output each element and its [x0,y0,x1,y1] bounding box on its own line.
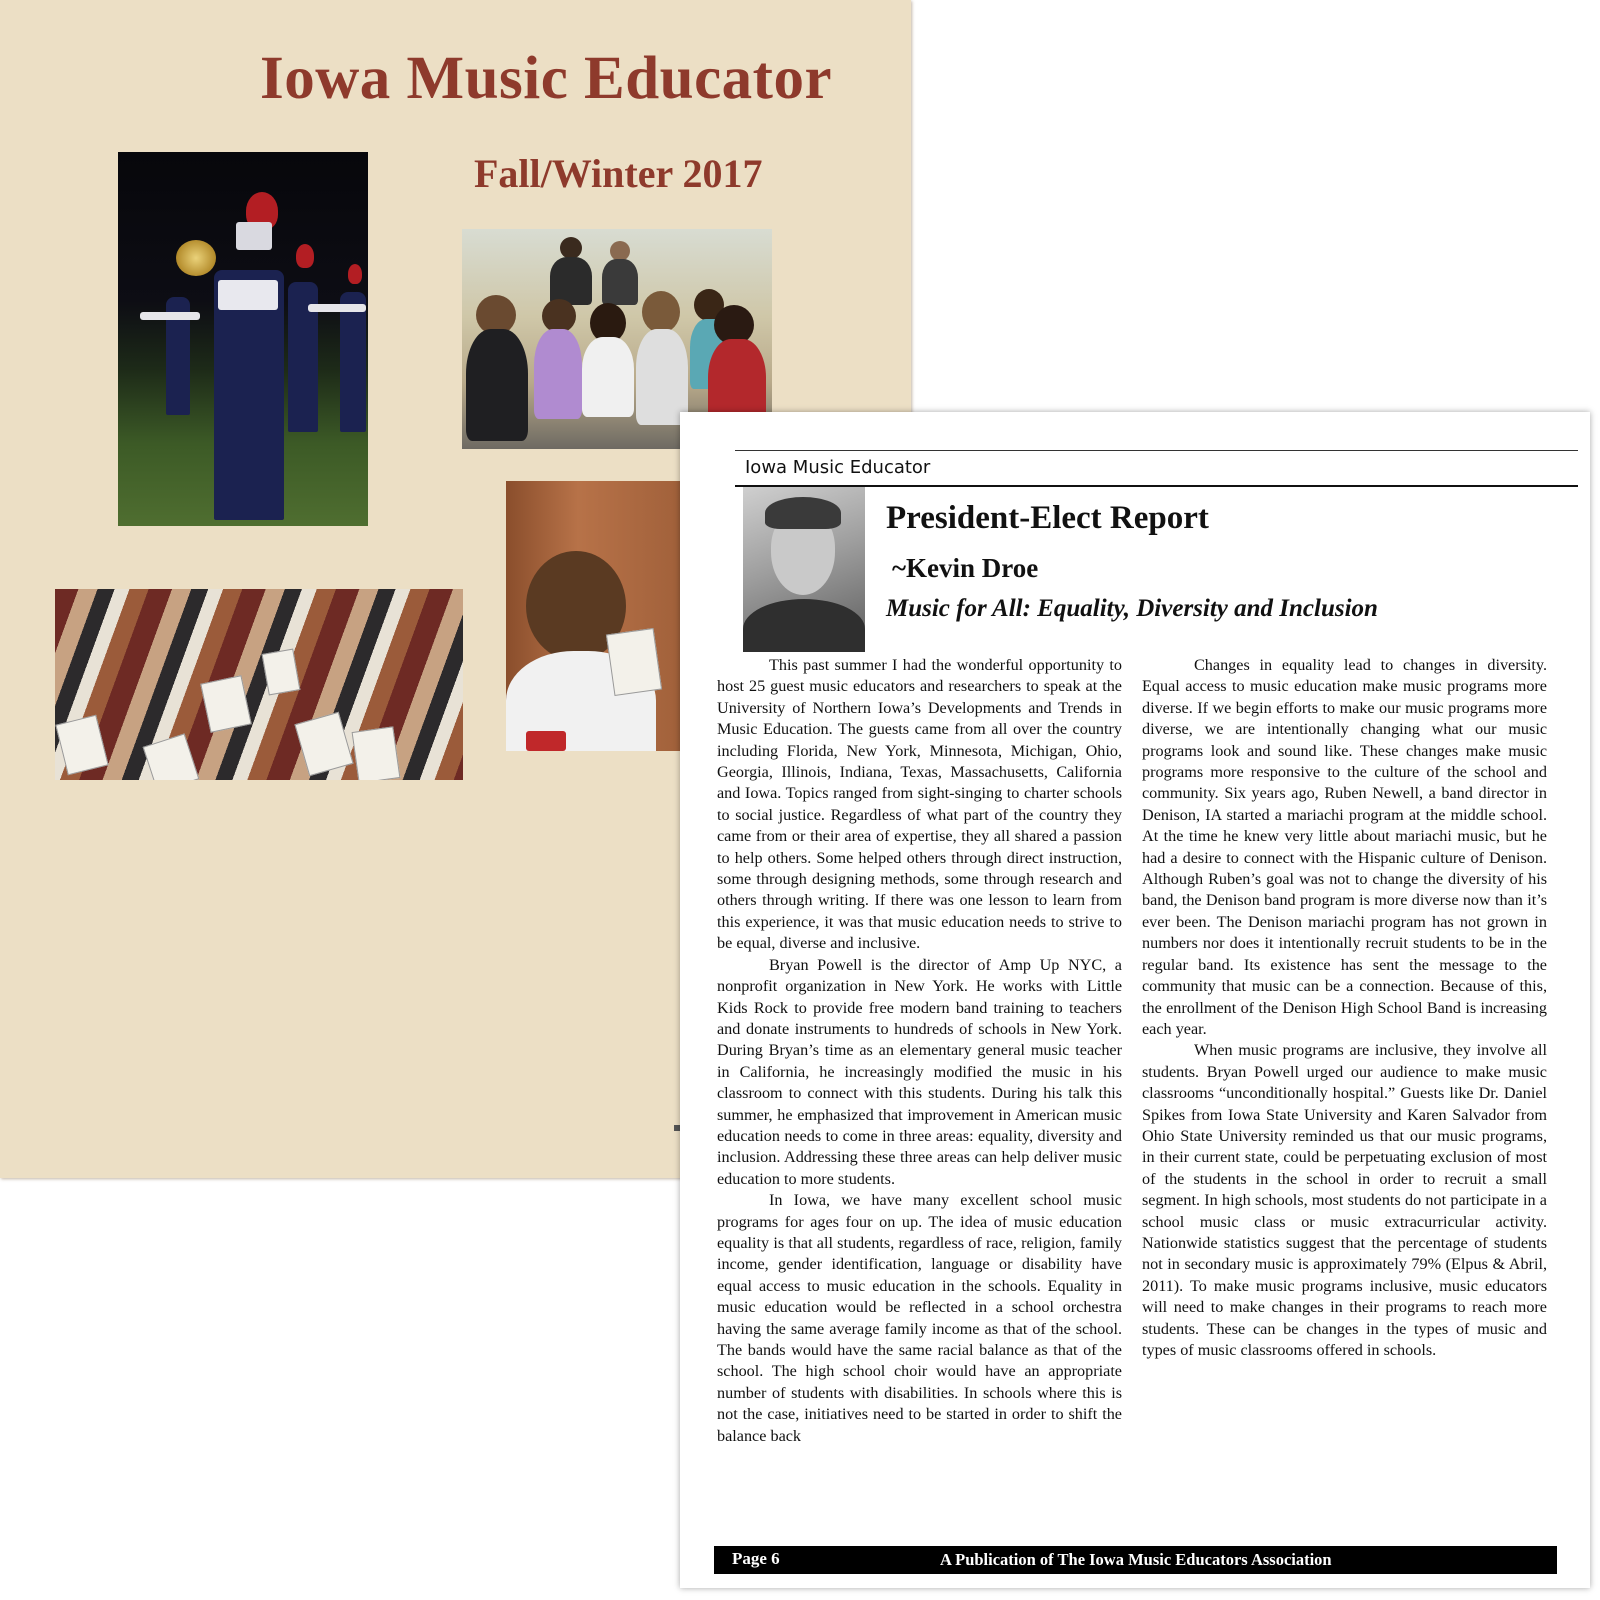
article-column-right [1142,655,1547,1361]
article-column-left [717,655,1122,1447]
page-footer [714,1546,1557,1574]
article-paragraph: This past summer I had the wonderful opportunity to host 25 guest music educators and researchers to speak at the University of Northern Iowa’s Developments and Trends in Music Education. The guests came from all over the country including Florida, New York, Minnesota, Michigan, Ohio, Georgia, Illinois, Indiana, Texas, Massachusetts, California and Iowa. Topics ranged from sight-singing to charter schools to social justice. Regardless of what part of the country they came from or their area of expertise, they all shared a passion to help others. Some helped others through direct instruction, some through designing methods, some through research and others through writing. If there was one lesson to learn from this experience, it was that music education needs to strive to be equal, diverse and inclusive. [717,656,1122,953]
running-head: Iowa Music Educator [745,457,931,478]
publication-credit: A Publication of The Iowa Music Educators Association [940,1550,1332,1569]
article-paragraph: Changes in equality lead to changes in diversity. Equal access to music education make music programs more diverse. If we begin efforts to make our music programs more diverse, we are intentionally changing what our music programs look and sound like. These changes make music programs more responsive to the culture of the school and community. Six years ago, Ruben Newell, a band director in Denison, IA started a mariachi program at the middle school. At the time he knew very little about mariachi music, but he had a desire to connect with the Hispanic culture of Denison. Although Ruben’s goal was not to change the diversity of his band, the Denison band program is more diverse now than it’s ever been. The Denison mariachi program has not grown in numbers nor does it intentionally recruit students to be in the regular band. Its existence has sent the message to the community that music can be a connection. Because of this, the enrollment of the Denison High School Band is increasing each year. [1142,656,1547,1038]
article-author: ~Kevin Droe [892,553,1039,583]
marching-band-photo [118,152,368,526]
article-title: President-Elect Report [886,500,1209,536]
page-number: Page 6 [732,1549,780,1568]
author-portrait [743,487,865,652]
header-rule [735,450,1578,451]
article-paragraph: In Iowa, we have many excellent school music programs for ages four on up. The idea of music education equality is that all students, regardless of race, religion, family income, gender identification, language or disability have equal access to music education in the schools. Equality in music education would be reflected in a school orchestra having the same average family income as that of the school. The bands would have the same racial balance as that of the school. The high school choir would have an appropriate number of students with disabilities. In schools where this is not the case, initiatives need to be started in order to shift the balance back [717,1191,1122,1445]
article-subtitle: Music for All: Equality, Diversity and Inclusion [886,595,1378,622]
choir-photo [506,481,686,751]
cover-issue-date: Fall/Winter 2017 [474,151,763,196]
article-page [680,412,1590,1588]
article-paragraph: Bryan Powell is the director of Amp Up NYC, a nonprofit organization in New York. He works with Little Kids Rock to provide free modern band training to teachers and donate instruments to hundreds of schools in New York. During Bryan’s time as an elementary general music teacher in California, he increasingly modified the music in his classroom to connect with this students. During his talk this summer, he emphasized that improvement in American music education needs to come in three areas: equality, diversity and inclusion. Addressing these three areas can help deliver music education to more students. [717,955,1122,1188]
cover-title: Iowa Music Educator [260,45,833,112]
orchestra-photo [55,589,463,780]
article-paragraph: When music programs are inclusive, they involve all students. Bryan Powell urged our audience to make music classrooms “unconditionally hospital.” Guests like Dr. Daniel Spikes from Iowa State University and Karen Salvador from Ohio State University reminded us that our music programs, in their current state, could be perpetuating exclusion of most of the students in the school in order to recruit a small segment. In high schools, most students do not participate in a school music class or music extracurricular activity. Nationwide statistics suggest that the percentage of students not in secondary music is approximately 79% (Elpus & Abril, 2011). To make music programs inclusive, music educators will need to make changes in their programs to reach more students. These can be changes in the types of music and types of music classrooms offered in schools. [1142,1041,1547,1359]
